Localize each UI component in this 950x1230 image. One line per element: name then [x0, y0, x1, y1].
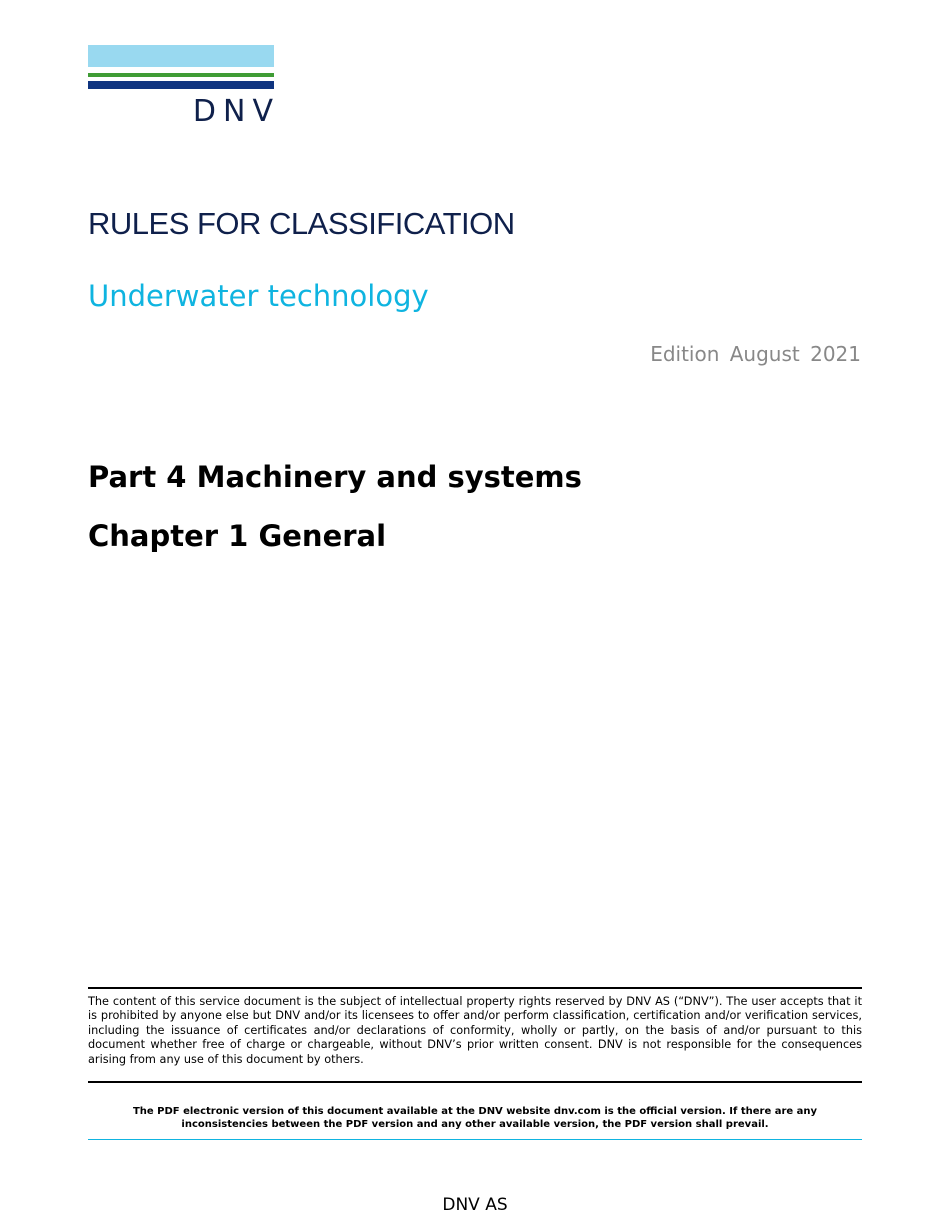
chapter-title: Chapter 1 General — [88, 519, 387, 553]
footer-company: DNV AS — [442, 1195, 508, 1215]
pdf-version-note: The PDF electronic version of this document available at the DNV website dnv.com is the official version. If there are any inconsistencies between the PDF version and any other available version, the PDF version shall prevail. — [132, 1106, 818, 1130]
logo-green-band — [88, 73, 274, 77]
logo-wordmark: DNV — [192, 94, 280, 129]
divider-top — [88, 987, 862, 989]
part-title: Part 4 Machinery and systems — [88, 460, 582, 494]
document-edition: Edition August 2021 — [650, 342, 861, 366]
document-series-title: RULES FOR CLASSIFICATION — [88, 206, 515, 241]
logo-navy-band — [88, 81, 274, 89]
legal-disclaimer: The content of this service document is the subject of intellectual property rights reserved by DNV AS (“DNV”). The user accepts that it is prohibited by anyone else but DNV and/or its licensees to offer and/or perform classification, certification and/or verification services, including the issuance of certificates and/or declarations of conformity, wholly or partly, on the basis of and/or pursuant to this document whether free of charge or chargeable, without DNV’s prior written consent. DNV is not responsible for the consequences arising from any use of this document by others. — [88, 995, 862, 1066]
divider-bottom — [88, 1139, 862, 1140]
divider-middle — [88, 1081, 862, 1083]
dnv-logo — [88, 45, 280, 129]
logo-light-blue-band — [88, 45, 274, 67]
document-subject: Underwater technology — [88, 279, 429, 313]
